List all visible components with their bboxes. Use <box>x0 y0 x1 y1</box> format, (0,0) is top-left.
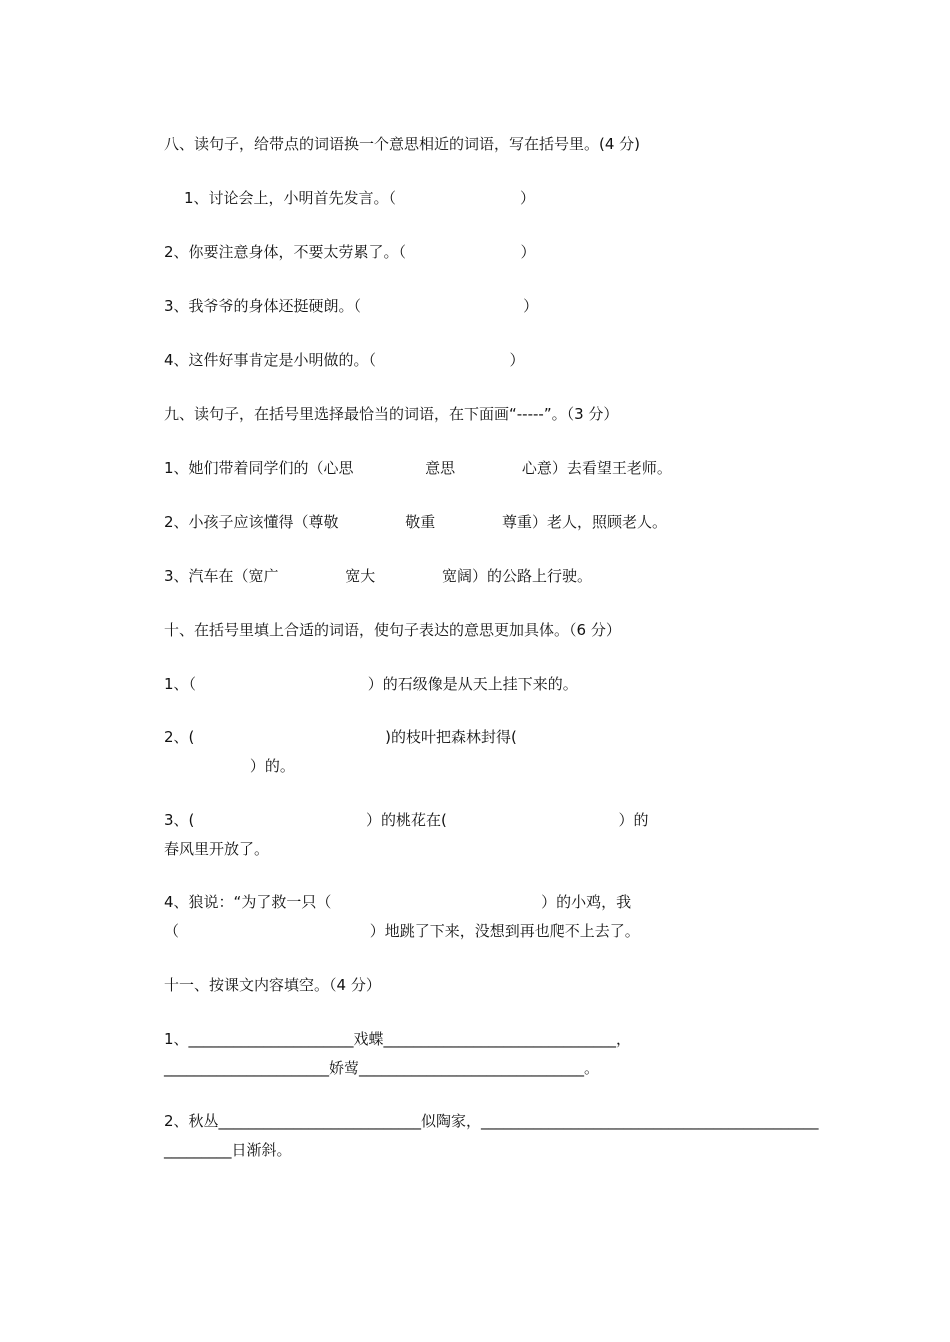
section-8-heading: 八、读句子，给带点的词语换一个意思相近的词语，写在括号里。(4 分) <box>164 135 641 153</box>
section-11-item-1: 1、______________________戏蝶_______________________________， <box>164 1030 632 1048</box>
section-10-item-1: 1、（ ）的石级像是从天上挂下来的。 <box>164 675 578 693</box>
section-9-item-2: 2、小孩子应该懂得（尊敬 敬重 尊重）老人，照顾老人。 <box>164 513 668 531</box>
section-11-item-1-cont: ______________________娇莺______________________________。 <box>164 1059 600 1077</box>
section-8-item-4: 4、这件好事肯定是小明做的。（ ） <box>164 351 525 369</box>
section-10-item-4-cont: （ ）地跳了下来，没想到再也爬不上去了。 <box>164 922 640 940</box>
section-8-item-2: 2、你要注意身体，不要太劳累了。（ ） <box>164 243 536 261</box>
section-11-item-2-cont: _________日渐斜。 <box>164 1141 292 1159</box>
section-9-item-1: 1、她们带着同学们的（心思 意思 心意）去看望王老师。 <box>164 459 672 477</box>
section-9-heading: 九、读句子，在括号里选择最恰当的词语，在下面画“-----”。（3 分） <box>164 405 619 423</box>
section-11-item-2: 2、秋丛___________________________似陶家，_____________________________________________ <box>164 1112 819 1130</box>
section-10-item-3-cont: 春风里开放了。 <box>164 840 270 858</box>
section-10-item-2-cont: ）的。 <box>164 757 295 775</box>
section-8-item-3: 3、我爷爷的身体还挺硬朗。（ ） <box>164 297 539 315</box>
section-10-item-4: 4、狼说：“为了救一只（ ）的小鸡，我 <box>164 893 632 911</box>
section-8-item-1: 1、讨论会上，小明首先发言。（ ） <box>184 189 536 207</box>
section-9-item-3: 3、汽车在（宽广 宽大 宽阔）的公路上行驶。 <box>164 567 593 585</box>
section-10-item-2: 2、( )的枝叶把森林封得( <box>164 728 517 746</box>
section-10-item-3: 3、( ）的桃花在( ）的 <box>164 811 649 829</box>
section-11-heading: 十一、按课文内容填空。（4 分） <box>164 976 381 994</box>
section-10-heading: 十、在括号里填上合适的词语，使句子表达的意思更加具体。（6 分） <box>164 621 621 639</box>
